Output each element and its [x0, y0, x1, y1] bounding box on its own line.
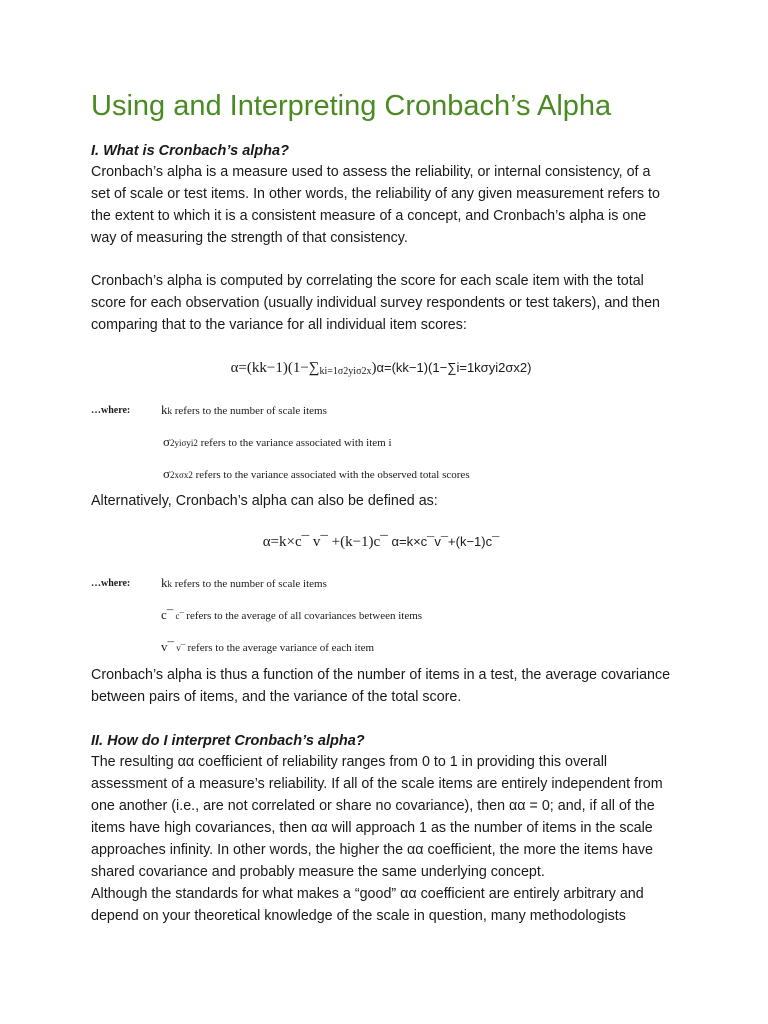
- formula-main: α=k×c¯ v¯ +(k−1)c¯: [262, 534, 388, 550]
- text-line: Although the standards for what makes a “good” αα coefficient are entirely arbitrary and: [91, 886, 644, 902]
- definition-k: kk refers to the number of scale items: [161, 402, 327, 417]
- formula-subscript: ki=1σ2yiσ2x: [319, 366, 372, 377]
- text-line: shared covariance and probably measure the same underlying concept.: [91, 864, 545, 880]
- text-line: Alternatively, Cronbach’s alpha can also be defined as:: [91, 493, 438, 509]
- where-label: …where:: [91, 578, 131, 589]
- text-line: way of measuring the strength of that consistency.: [91, 230, 408, 246]
- definition-k: kk refers to the number of scale items: [161, 575, 327, 590]
- text-line: The resulting αα coefficient of reliability ranges from 0 to 1 in providing this overall: [91, 754, 608, 770]
- text-line: approaches infinity. In other words, the higher the αα coefficient, the more the items have: [91, 842, 653, 858]
- text-line: between pairs of items, and the variance of the total score.: [91, 689, 462, 705]
- text-line: set of scale or test items. In other words, the reliability of any given measurement refers to: [91, 186, 660, 202]
- text-line: Cronbach’s alpha is thus a function of the number of items in a test, the average covariance: [91, 667, 671, 683]
- formula-alpha-covariance: [91, 534, 671, 551]
- formula-close: ): [371, 360, 377, 376]
- definition-average-variance: v¯ v¯ refers to the average variance of each item: [161, 639, 375, 654]
- formula-alt-text: α=k×c¯v¯+(k−1)c¯: [391, 534, 500, 549]
- section-heading-interpret: II. How do I interpret Cronbach’s alpha?: [91, 733, 365, 749]
- paragraph-function-summary: [91, 664, 671, 708]
- text-line: score for each observation (usually individual survey respondents or test takers), and then: [91, 295, 660, 311]
- definition-total-variance: σ2xσx2 refers to the variance associated with the observed total scores: [163, 466, 470, 481]
- page-title: Using and Interpreting Cronbach’s Alpha: [91, 90, 612, 122]
- text-line: comparing that to the variance for all individual item scores:: [91, 317, 467, 333]
- where-label: …where:: [91, 405, 131, 416]
- formula-alpha-variance: [91, 360, 671, 377]
- text-line: items have high covariances, then αα will approach 1 as the number of items in the scale: [91, 820, 653, 836]
- definition-average-covariance: c¯ c¯ refers to the average of all covariances between items: [161, 607, 423, 622]
- paragraph-definition: [91, 161, 671, 249]
- section-heading-what-is: I. What is Cronbach’s alpha?: [91, 143, 289, 159]
- paragraph-interpretation: [91, 751, 671, 927]
- text-line: Cronbach’s alpha is a measure used to assess the reliability, or internal consistency, of a: [91, 164, 651, 180]
- text-line: the extent to which it is a consistent measure of a concept, and Cronbach’s alpha is one: [91, 208, 647, 224]
- definition-item-variance: σ2yiσyi2 refers to the variance associated with item i: [163, 434, 392, 449]
- paragraph-computation: [91, 270, 671, 336]
- formula-alt-text: α=(kk−1)(1−∑i=1kσyi2σx2): [376, 360, 532, 375]
- paragraph-alternative-intro: [91, 490, 671, 512]
- formula-main: α=(kk−1)(1−∑: [230, 360, 320, 376]
- text-line: Cronbach’s alpha is computed by correlating the score for each scale item with the total: [91, 273, 644, 289]
- text-line: one another (i.e., are not correlated or share no covariance), then αα = 0; and, if all of the: [91, 798, 655, 814]
- text-line: depend on your theoretical knowledge of the scale in question, many methodologists: [91, 908, 626, 924]
- text-line: assessment of a measure’s reliability. If all of the scale items are entirely independent from: [91, 776, 663, 792]
